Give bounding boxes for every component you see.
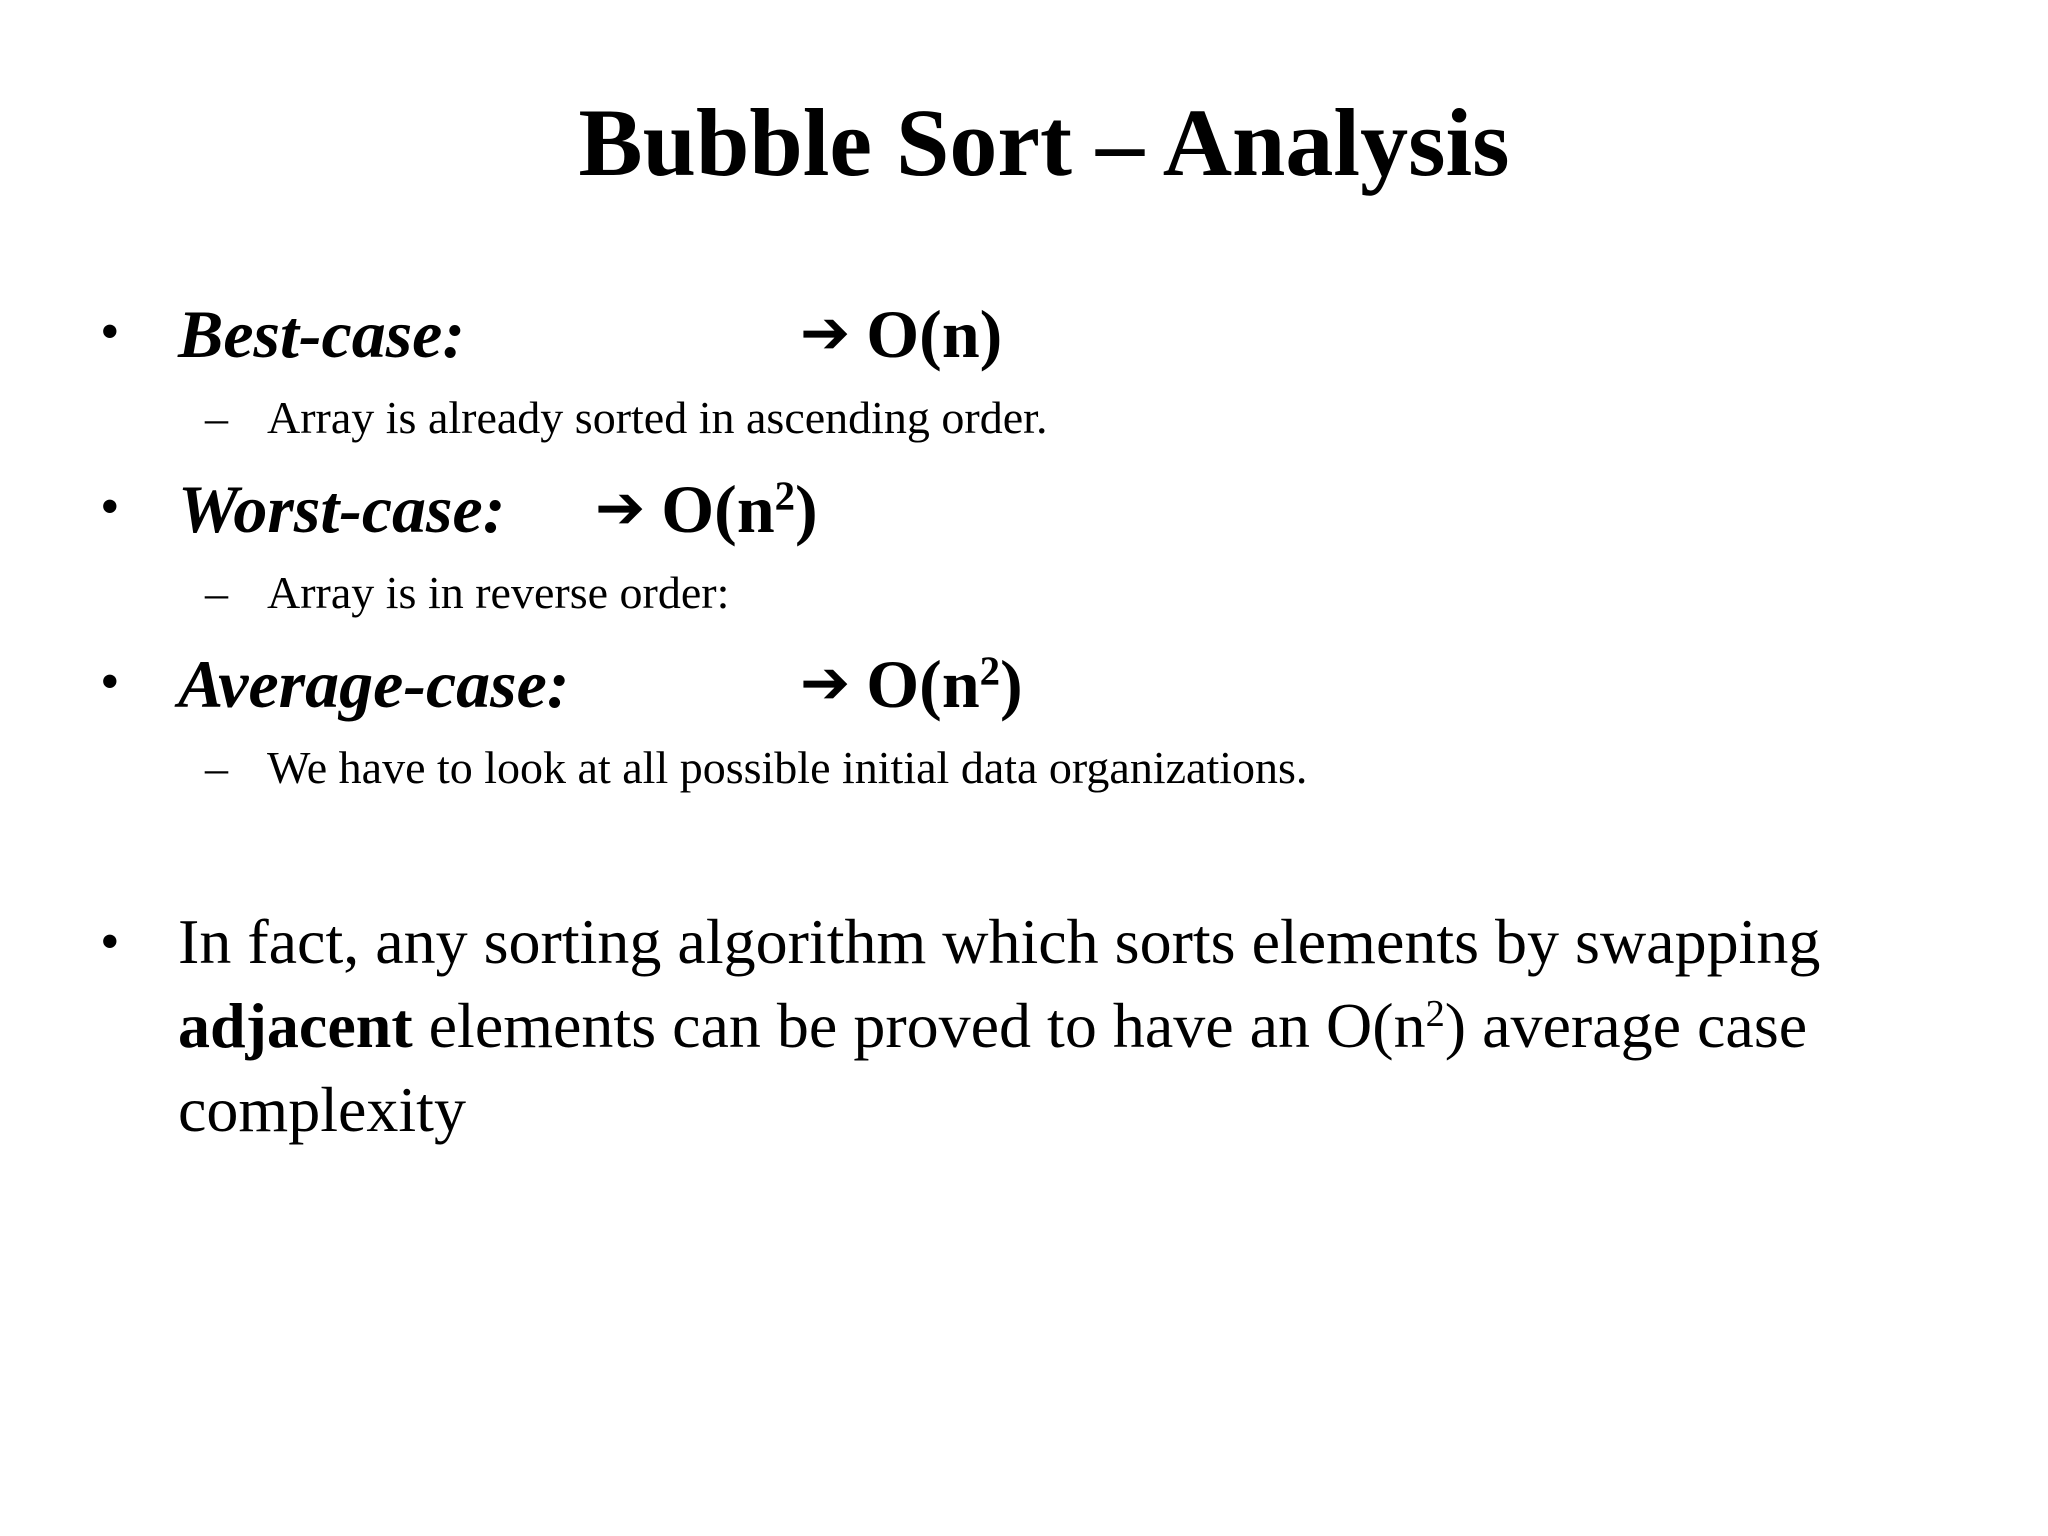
note-part1: In fact, any sorting algorithm which sorts elements by swapping	[178, 906, 1821, 977]
slide-title: Bubble Sort – Analysis	[578, 89, 1510, 196]
worst-case-description: Array is in reverse order:	[267, 567, 730, 618]
complexity-note	[100, 900, 1980, 1152]
best-case-complexity	[800, 296, 1003, 372]
best-case-label: Best-case:	[178, 296, 466, 372]
average-case-complexity-prefix: O(n	[866, 646, 980, 722]
bullet-icon: •	[100, 911, 120, 973]
arrow-right-icon: ➔	[800, 648, 851, 718]
best-case-complexity-suffix: )	[979, 296, 1003, 372]
note-part4: complexity	[178, 1074, 466, 1145]
worst-case-complexity-suffix: )	[795, 471, 818, 547]
note-bold-word: adjacent	[178, 990, 413, 1061]
complexity-note-text	[178, 900, 1980, 1152]
average-case-description: We have to look at all possible initial data organizations.	[267, 742, 1308, 793]
arrow-right-icon: ➔	[595, 473, 646, 543]
average-case-complexity-suffix: )	[1000, 646, 1023, 722]
note-part3: ) average case	[1444, 990, 1808, 1061]
best-case-complexity-prefix: O(n	[866, 296, 980, 372]
average-case-complexity-exponent: 2	[979, 648, 1001, 694]
best-case-description: Array is already sorted in ascending order.	[267, 392, 1048, 443]
worst-case-complexity-exponent: 2	[774, 473, 796, 519]
bullet-icon: •	[100, 651, 120, 713]
dash-icon: –	[205, 392, 228, 443]
worst-case-label: Worst-case:	[178, 471, 506, 547]
dash-icon: –	[205, 742, 228, 793]
worst-case-complexity	[595, 471, 818, 547]
worst-case-complexity-prefix: O(n	[661, 471, 775, 547]
note-exponent: 2	[1425, 992, 1445, 1035]
bullet-icon: •	[100, 301, 120, 363]
average-case-label: Average-case:	[178, 646, 570, 722]
dash-icon: –	[205, 567, 228, 618]
bullet-icon: •	[100, 476, 120, 538]
note-part2: elements can be proved to have an O(n	[412, 990, 1426, 1061]
average-case-complexity	[800, 646, 1023, 722]
arrow-right-icon: ➔	[800, 298, 851, 368]
